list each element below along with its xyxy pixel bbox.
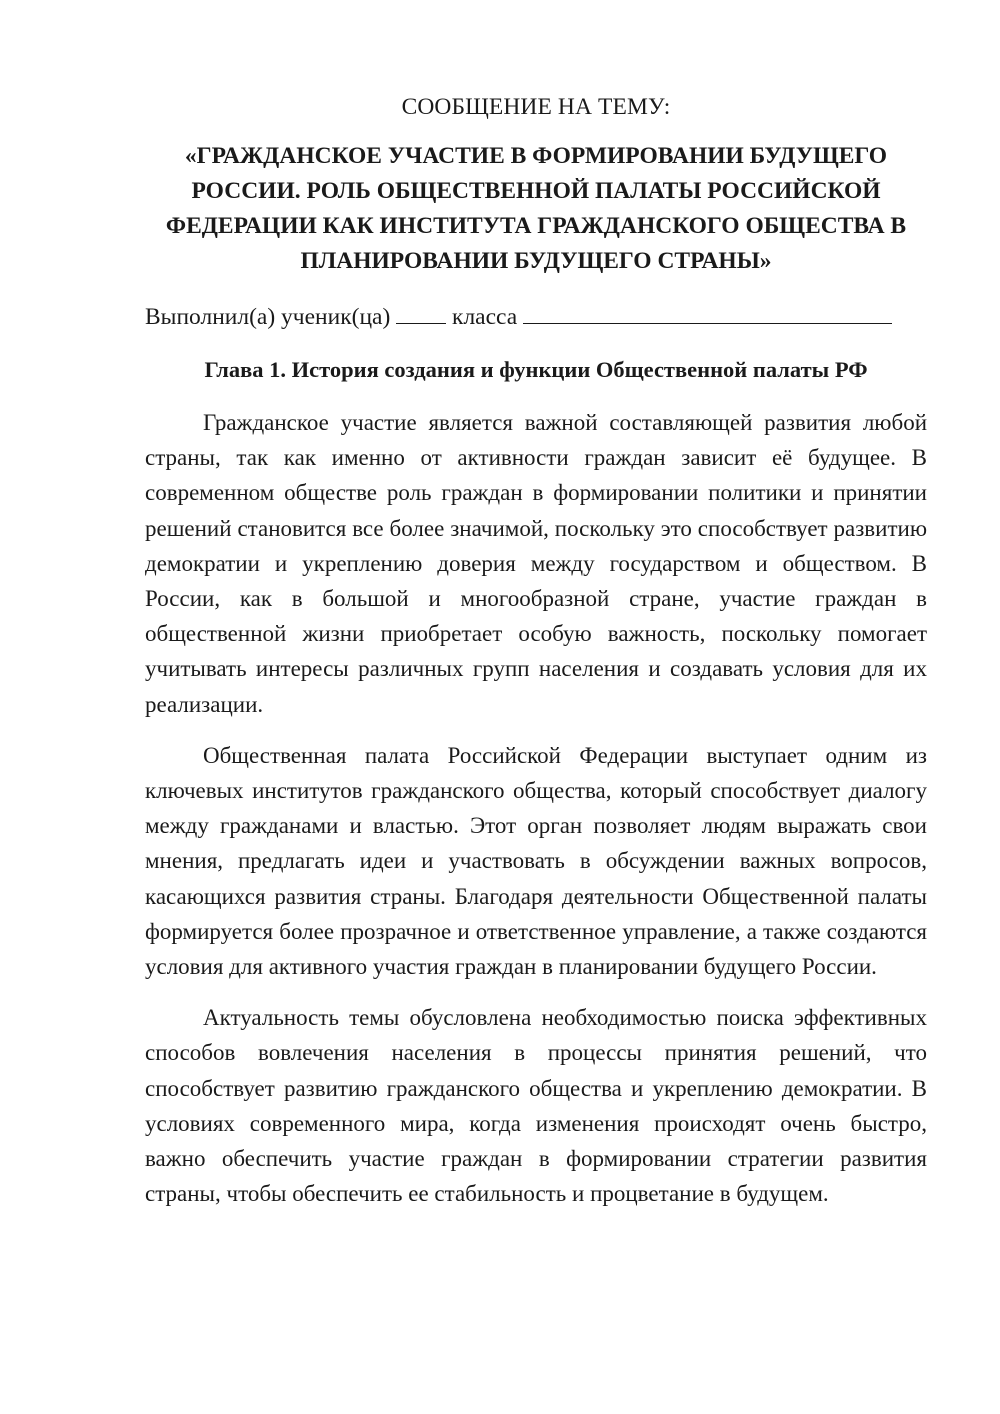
document-heading: СООБЩЕНИЕ НА ТЕМУ:: [401, 94, 671, 120]
author-line: [145, 299, 927, 332]
paragraph-1: Гражданское участие является важной составляющей развития любой страны, так как именно от активности граждан зависит её будущее. В современном обществе роль граждан в формировании политики и принятии решений становится все более значимой, поскольку это способствует развитию демократии и укреплению доверия между государством и обществом. В России, как в большой и многообразной стране, участие граждан в общественной жизни приобретает особую важность, поскольку помогает учитывать интересы различных групп населения и создавать условия для их реализации.: [145, 410, 927, 717]
paragraph-2: Общественная палата Российской Федерации выступает одним из ключевых институтов гражданского общества, который способствует диалогу между гражданами и властью. Этот орган позволяет людям выражать свои мнения, предлагать идеи и участвовать в обсуждении важных вопросов, касающихся развития страны. Благодаря деятельности Общественной палаты формируется более прозрачное и ответственное управление, а также создаются условия для активного участия граждан в планировании будущего России.: [145, 742, 927, 980]
class-blank-field: [396, 299, 446, 324]
name-blank-field: [523, 299, 892, 324]
paragraph-3: Актуальность темы обусловлена необходимостью поиска эффективных способов вовлечения населения в процессы принятия решений, что способствует развитию гражданского общества и укреплению демократии. В условиях современного мира, когда изменения происходят очень быстро, важно обеспечить участие граждан в формировании стратегии развития страны, чтобы обеспечить ее стабильность и процветание в будущем.: [145, 1005, 927, 1207]
chapter-title: Глава 1. История создания и функции Общественной палаты РФ: [204, 357, 868, 382]
document-title: «ГРАЖДАНСКОЕ УЧАСТИЕ В ФОРМИРОВАНИИ БУДУЩЕГО РОССИИ. РОЛЬ ОБЩЕСТВЕННОЙ ПАЛАТЫ РОССИЙСКОЙ ФЕДЕРАЦИИ КАК ИНСТИТУТА ГРАЖДАНСКОГО ОБЩЕСТВА В ПЛАНИРОВАНИИ БУДУЩЕГО СТРАНЫ»: [165, 143, 907, 274]
author-prefix: Выполнил(а) ученик(ца): [145, 304, 391, 330]
author-middle: класса: [452, 304, 518, 330]
